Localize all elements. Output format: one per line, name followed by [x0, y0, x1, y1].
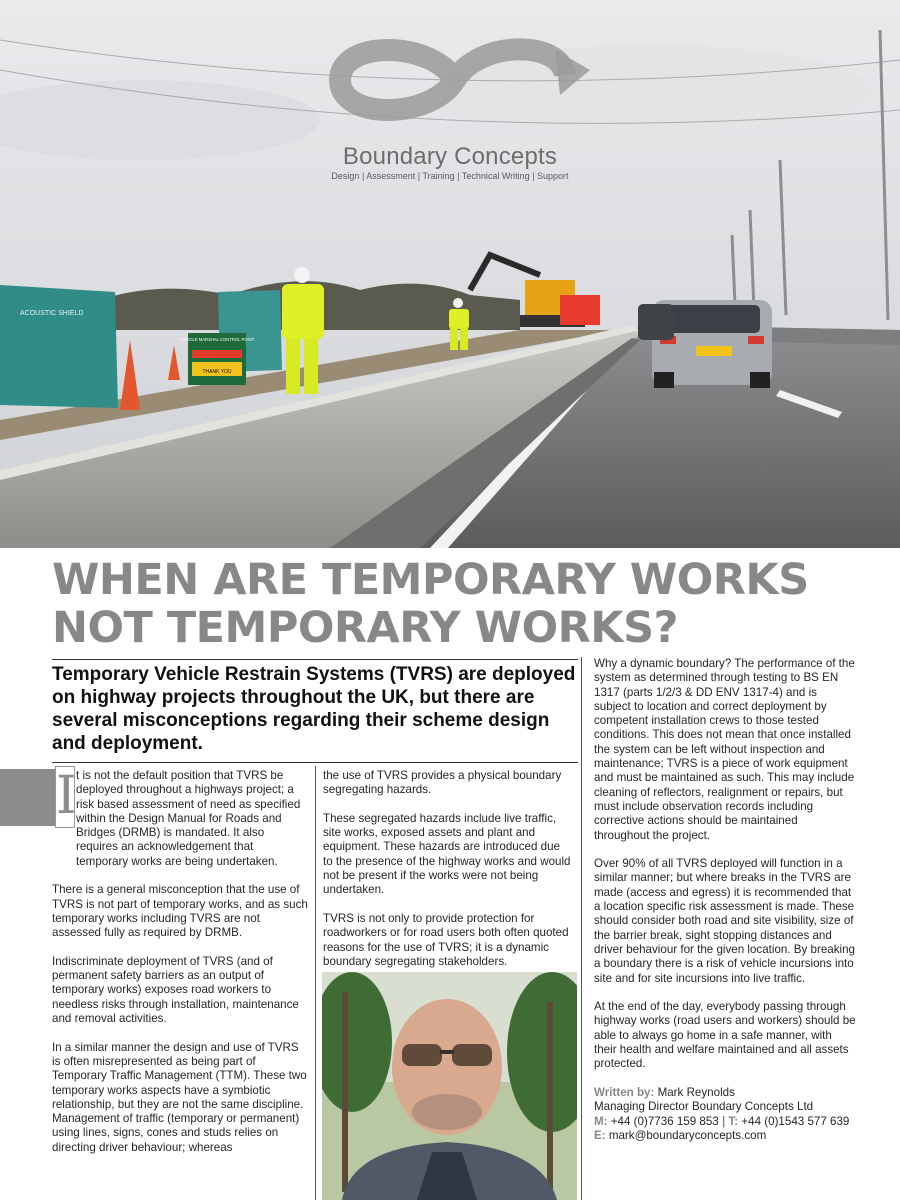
written-by-label: Written by:	[594, 1085, 655, 1099]
article-column-1	[52, 769, 308, 1169]
paragraph: At the end of the day, everybody passing through highway works (road users and workers) should be able to always go home in a safe manner, with their health and welfare maintained and all assets protected.	[594, 1000, 856, 1071]
author-role: Managing Director Boundary Concepts Ltd	[594, 1100, 814, 1114]
column-divider	[315, 766, 316, 1200]
article-column-2	[323, 769, 571, 983]
paragraph: Over 90% of all TVRS deployed will function in a similar manner; but where breaks in the TVRS are made (access and egress) it is recommended that a location specific risk assessment is made. These should consider both road and site visibility, size of the barrier break, sight stopping distances and driver behaviour for the given location. By breaking a boundary there is a risk of vehicle incursions into site and for site incursions into live traffic.	[594, 857, 856, 985]
paragraph: In a similar manner the design and use of TVRS is often misrepresented as being part of Temporary Traffic Management (TTM). These two temporary works aspects have a symbiotic relationship, but they are not the same discipline. Management of traffic (temporary or permanent) using lines, signs, cones and studs relies on directing driver behaviour; whereas	[52, 1040, 307, 1154]
paragraph: TVRS is not only to provide protection for roadworkers or for road users both often quoted reasons for the use of TVRS; it is a dynamic boundary segregating stakeholders.	[323, 911, 569, 968]
car	[638, 304, 674, 340]
fence-label: ACOUSTIC SHIELD	[20, 310, 84, 317]
dropcap: I	[56, 766, 77, 826]
sunglasses-icon	[402, 1044, 442, 1066]
mobile-label: M:	[594, 1114, 608, 1128]
email-link[interactable]: mark@boundaryconcepts.com	[608, 1128, 767, 1142]
author-portrait	[322, 972, 577, 1200]
paragraph: Why a dynamic boundary? The performance of the system as determined through testing to BS EN 1317 (parts 1/2/3 & DD ENV 1317-4) and is subject to location and correct deployment by competent installation crews to those tested conditions. This does not mean that once installed the system can be left without inspection and maintenance; TVRS is a piece of work equipment and must be maintained as such. This may include cleaning of reflectors, realignment or repairs, but must include observation records including corrective actions should be maintained throughout the project.	[594, 657, 855, 842]
rule	[52, 762, 578, 763]
email-label: E:	[594, 1128, 606, 1142]
paragraph: Indiscriminate deployment of TVRS (and of permanent safety barriers as an output of temporary works) exposes road workers to needless risks through installation, maintenance and removal activities.	[52, 954, 299, 1026]
brand-tagline: Design | Assessment | Training | Technical Writing | Support	[331, 171, 569, 181]
standfirst: Temporary Vehicle Restrain Systems (TVRS) are deployed on highway projects throughout the UK, but there are several misconceptions regarding their scheme design and deployment.	[52, 664, 576, 754]
sign-text: THANK YOU	[202, 369, 232, 375]
headline-line-2: NOT TEMPORARY WORKS?	[52, 603, 678, 653]
paragraph: the use of TVRS provides a physical boundary segregating hazards.	[323, 769, 562, 797]
paragraph: t is not the default position that TVRS be deployed throughout a highways project; a risk based assessment of need as specified within the Design Manual for Roads and Bridges (DRMB) is mandated. It also requires an acknowledgement that temporary works are being undertaken.	[76, 769, 301, 868]
roadworks-scene	[0, 0, 900, 548]
article-headline	[52, 556, 872, 652]
author-name: Mark Reynolds	[657, 1085, 735, 1099]
hero-photo	[0, 0, 900, 548]
acoustic-fence	[0, 285, 118, 408]
headline-line-1: WHEN ARE TEMPORARY WORKS	[52, 555, 809, 605]
tel-number: +44 (0)1543 577 639	[741, 1114, 850, 1128]
paragraph: There is a general misconception that the use of TVRS is not part of temporary works, and as such temporary works including TVRS are not assessed fully as required by DRMB.	[52, 883, 308, 940]
paragraph: These segregated hazards include live traffic, site works, exposed assets and plant and equipment. These hazards are introduced due to the presence of the highway works and would not be present if the works were not being undertaken.	[323, 811, 571, 897]
sign-text: VEHICLE MARSHAL CONTROL POINT	[179, 337, 255, 342]
article-column-3	[594, 657, 856, 1143]
tel-label: T:	[728, 1114, 739, 1128]
brand-name: Boundary Concepts	[342, 143, 558, 170]
mobile-number: +44 (0)7736 159 853	[610, 1114, 719, 1128]
rule	[52, 659, 578, 660]
author-credits	[594, 1086, 856, 1143]
portrait-image	[322, 972, 577, 1200]
separator: |	[721, 1114, 726, 1128]
column-divider	[581, 657, 582, 1200]
beard	[412, 1094, 482, 1130]
